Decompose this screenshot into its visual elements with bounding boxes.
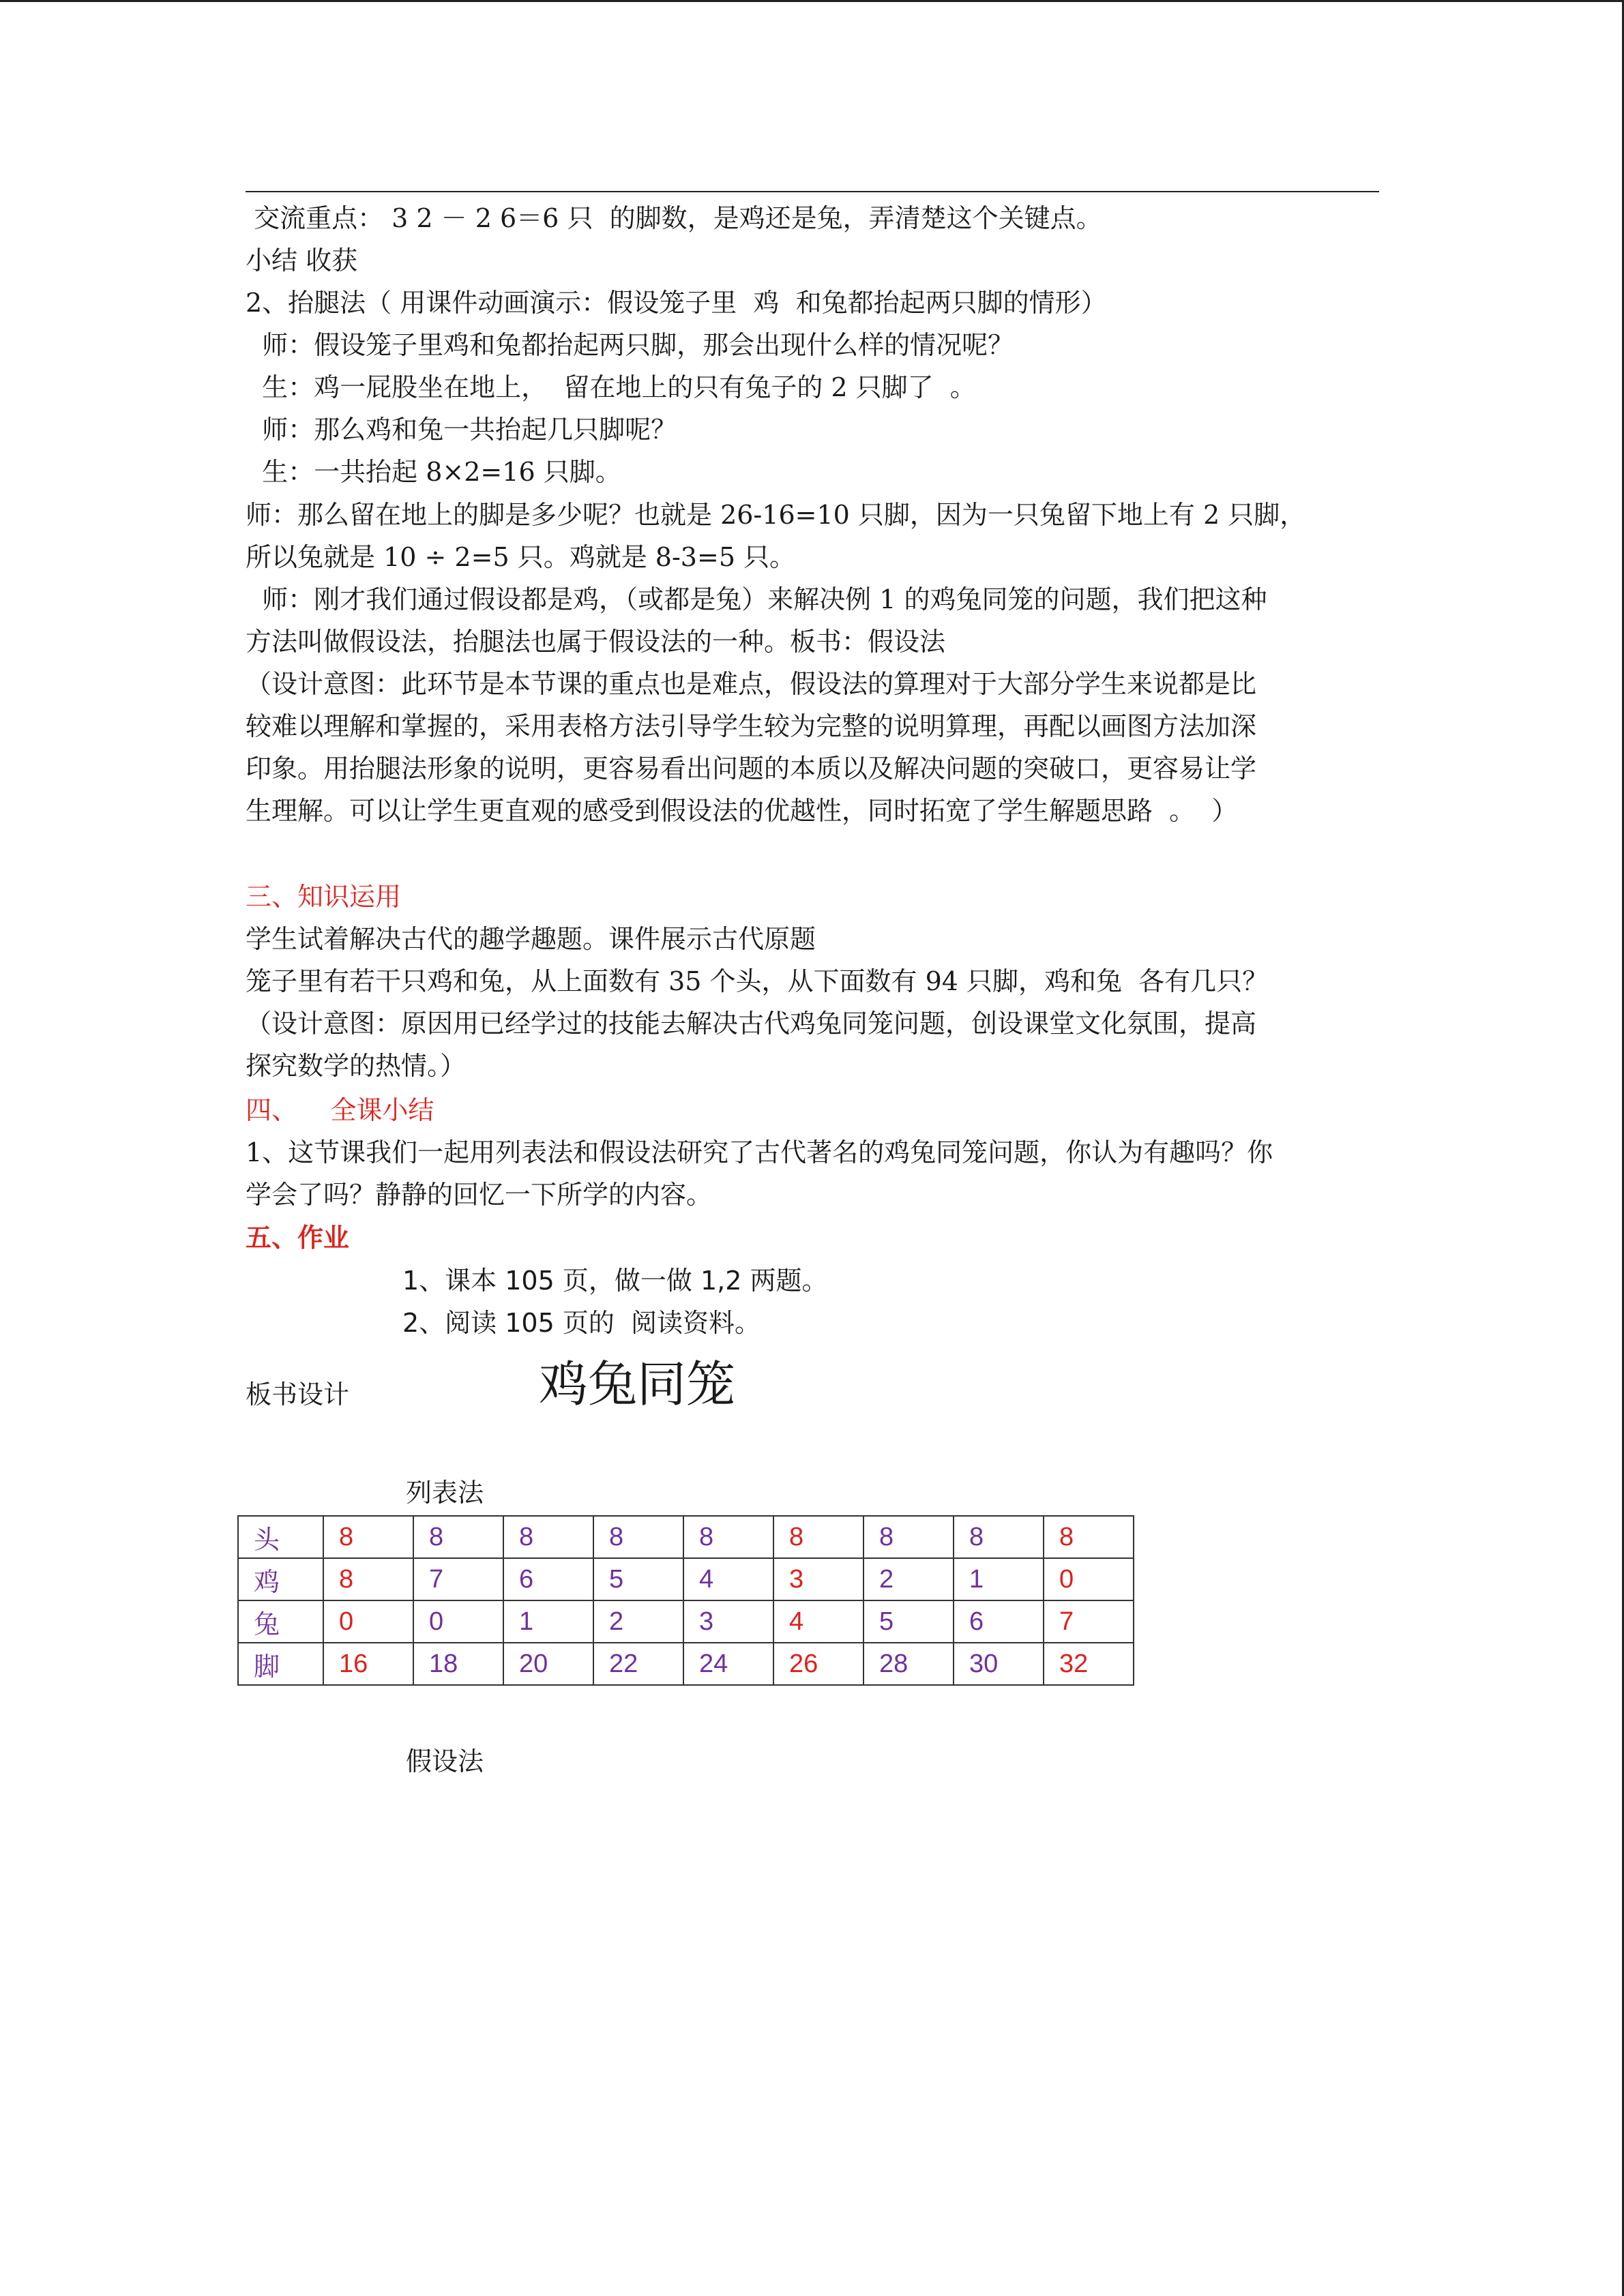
table-cell: 32 bbox=[1044, 1643, 1134, 1685]
table-cell: 28 bbox=[863, 1643, 954, 1685]
table-cell: 0 bbox=[413, 1600, 503, 1643]
table-cell: 6 bbox=[503, 1558, 593, 1600]
text-line: 师：刚才我们通过假设都是鸡，（或都是兔）来解决例 1 的鸡兔同笼的问题，我们把这种 bbox=[246, 584, 1267, 614]
text-line: 师：那么留在地上的脚是多少呢？也就是 26-16=10 只脚，因为一只兔留下地上有 2 只脚， bbox=[246, 500, 1306, 530]
table-cell: 8 bbox=[683, 1516, 773, 1558]
text-line: 较难以理解和掌握的，采用表格方法引导学生较为完整的说明算理，再配以画图方法加深 bbox=[246, 711, 1257, 741]
table-row bbox=[238, 1516, 1134, 1558]
text-line: 笼子里有若干只鸡和兔，从上面数有 35 个头，从下面数有 94 只脚，鸡和兔 各有几只？ bbox=[246, 966, 1269, 996]
table-cell: 3 bbox=[773, 1558, 863, 1600]
table-cell: 30 bbox=[954, 1643, 1044, 1685]
table-cell: 26 bbox=[773, 1643, 863, 1685]
table-cell: 7 bbox=[1044, 1600, 1134, 1643]
row-header: 鸡 bbox=[238, 1558, 323, 1600]
text-line: 2、抬腿法（ 用课件动画演示：假设笼子里 鸡 和兔都抬起两只脚的情形） bbox=[246, 288, 1107, 318]
table-cell: 1 bbox=[503, 1600, 593, 1643]
section-heading: 四、 全课小结 bbox=[246, 1095, 434, 1125]
text-line: 学生试着解决古代的趣学趣题。课件展示古代原题 bbox=[246, 924, 816, 954]
text-line: 所以兔就是 10 ÷ 2=5 只。鸡就是 8-3=5 只。 bbox=[246, 542, 796, 572]
table-cell: 7 bbox=[413, 1558, 503, 1600]
text-line: （设计意图：原因用已经学过的技能去解决古代鸡兔同笼问题，创设课堂文化氛围，提高 bbox=[246, 1009, 1257, 1039]
text-line: 师：那么鸡和兔一共抬起几只脚呢？ bbox=[246, 415, 677, 445]
table-cell: 1 bbox=[954, 1558, 1044, 1600]
table-cell: 2 bbox=[593, 1600, 683, 1643]
text-line: （设计意图：此环节是本节课的重点也是难点，假设法的算理对于大部分学生来说都是比 bbox=[246, 669, 1257, 699]
board-design-label: 板书设计 bbox=[246, 1380, 350, 1410]
table-cell: 8 bbox=[323, 1516, 413, 1558]
section-heading: 三、知识运用 bbox=[246, 882, 402, 912]
table-row bbox=[238, 1600, 1134, 1643]
homework-item: 1、课本 105 页，做一做 1,2 两题。 bbox=[402, 1266, 828, 1296]
text-line: 师：假设笼子里鸡和兔都抬起两只脚，那会出现什么样的情况呢？ bbox=[246, 330, 1014, 360]
text-line: 方法叫做假设法，抬腿法也属于假设法的一种。板书：假设法 bbox=[246, 627, 946, 657]
table-cell: 4 bbox=[683, 1558, 773, 1600]
table-cell: 6 bbox=[954, 1600, 1044, 1643]
table-cell: 8 bbox=[1044, 1516, 1134, 1558]
table-row bbox=[238, 1643, 1134, 1685]
page-top-border bbox=[0, 0, 1624, 2]
table-cell: 8 bbox=[954, 1516, 1044, 1558]
table-cell: 5 bbox=[863, 1600, 954, 1643]
table-cell: 8 bbox=[773, 1516, 863, 1558]
text-line: 小结 收获 bbox=[246, 245, 358, 275]
table-cell: 24 bbox=[683, 1643, 773, 1685]
table-cell: 5 bbox=[593, 1558, 683, 1600]
text-line: 印象。用抬腿法形象的说明，更容易看出问题的本质以及解决问题的突破口，更容易让学 bbox=[246, 754, 1257, 784]
table-cell: 8 bbox=[593, 1516, 683, 1558]
table-cell: 3 bbox=[683, 1600, 773, 1643]
method-label-table: 列表法 bbox=[406, 1478, 484, 1508]
table-cell: 22 bbox=[593, 1643, 683, 1685]
table-cell: 8 bbox=[863, 1516, 954, 1558]
table-cell: 20 bbox=[503, 1643, 593, 1685]
table-cell: 0 bbox=[1044, 1558, 1134, 1600]
text-line: 探究数学的热情。） bbox=[246, 1051, 467, 1081]
table-row bbox=[238, 1558, 1134, 1600]
row-header: 头 bbox=[238, 1516, 323, 1558]
table-cell: 8 bbox=[413, 1516, 503, 1558]
table-cell: 2 bbox=[863, 1558, 954, 1600]
text-line: 学会了吗？静静的回忆一下所学的内容。 bbox=[246, 1180, 713, 1210]
table-cell: 8 bbox=[323, 1558, 413, 1600]
table-cell: 4 bbox=[773, 1600, 863, 1643]
text-line: 生：鸡一屁股坐在地上， 留在地上的只有兔子的 2 只脚了 。 bbox=[246, 372, 976, 402]
text-line: 生理解。可以让学生更直观的感受到假设法的优越性，同时拓宽了学生解题思路 。 ） bbox=[246, 796, 1238, 826]
header-rule bbox=[246, 191, 1379, 192]
tabulation-table bbox=[237, 1515, 1134, 1686]
section-heading: 五、作业 bbox=[246, 1222, 350, 1253]
homework-item: 2、阅读 105 页的 阅读资料。 bbox=[402, 1308, 761, 1338]
text-line: 生：一共抬起 8×2=16 只脚。 bbox=[246, 457, 621, 487]
table-cell: 18 bbox=[413, 1643, 503, 1685]
table-cell: 0 bbox=[323, 1600, 413, 1643]
method-label-assumption: 假设法 bbox=[406, 1746, 484, 1776]
table-cell: 8 bbox=[503, 1516, 593, 1558]
text-line: 1、这节课我们一起用列表法和假设法研究了古代著名的鸡兔同笼问题，你认为有趣吗？你 bbox=[246, 1137, 1273, 1167]
text-line: 交流重点： 3 2 － 2 6＝6 只 的脚数，是鸡还是兔，弄清楚这个关键点。 bbox=[246, 203, 1102, 233]
board-title: 鸡兔同笼 bbox=[539, 1356, 736, 1413]
row-header: 兔 bbox=[238, 1600, 323, 1643]
table-cell: 16 bbox=[323, 1643, 413, 1685]
row-header: 脚 bbox=[238, 1643, 323, 1685]
